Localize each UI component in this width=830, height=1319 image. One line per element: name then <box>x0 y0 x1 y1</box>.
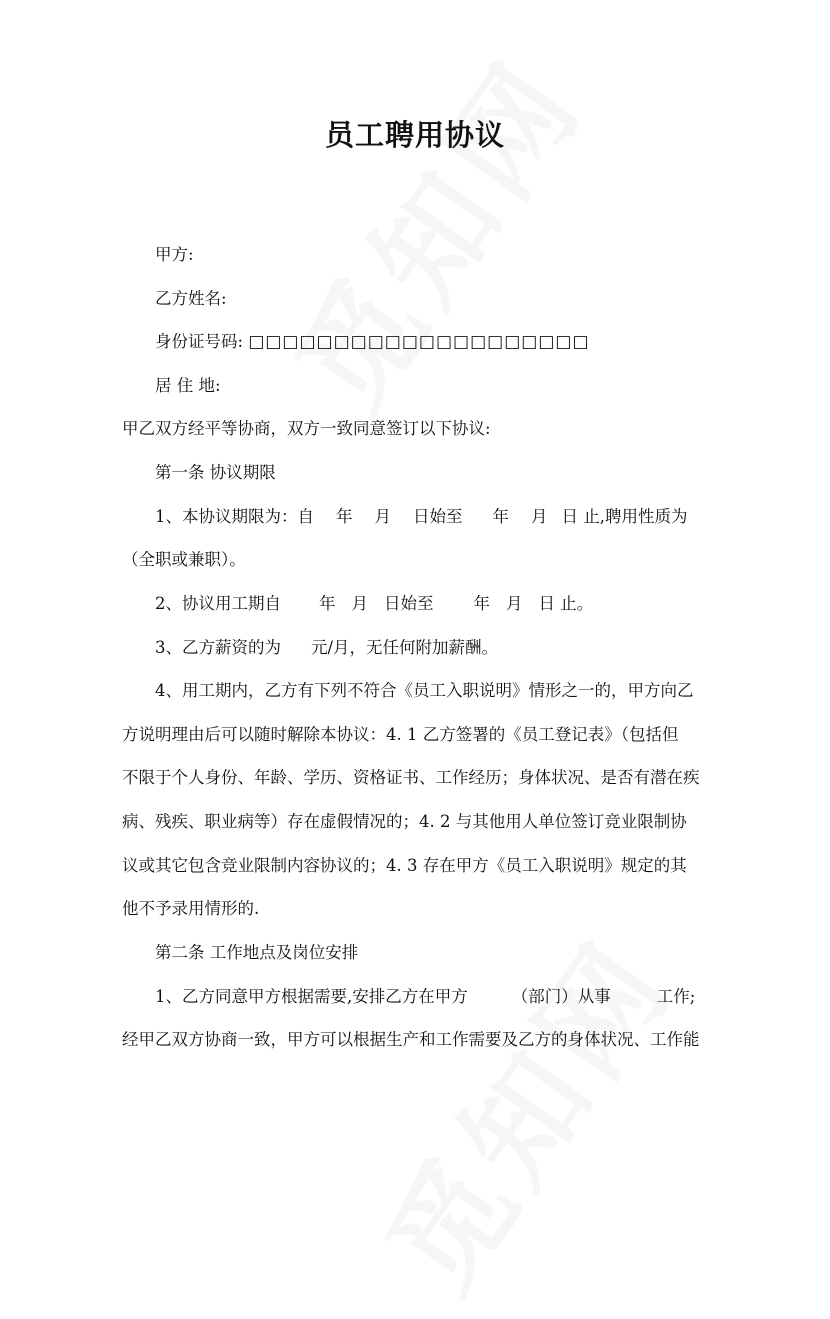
text-segment: 日始至 <box>413 507 463 526</box>
article-1-clause-1 <box>155 506 688 528</box>
article-1-clause-4-line-3: 不限于个人身份、年龄、学历、资格证书、工作经历；身体状况、是否有潜在疾 <box>122 768 700 787</box>
watermark <box>250 21 615 439</box>
text-segment: 日 止。 <box>538 594 594 613</box>
id-number-label: 身份证号码: <box>155 332 244 351</box>
article-1-clause-4-line-5: 议或其它包含竞业限制内容协议的；4. 3 存在甲方《员工入职说明》规定的其 <box>122 856 687 875</box>
text-segment: 日始至 <box>384 594 434 613</box>
article-1-clause-4-line-6: 他不予录用情形的. <box>122 899 260 918</box>
text-segment: 元/月，无任何附加薪酬。 <box>311 638 499 657</box>
article-1-clause-2 <box>155 593 593 615</box>
id-number-boxes: □□□□□□□□□□□□□□□□□□□□ <box>248 332 590 352</box>
article-1-clause-4-line-4: 病、残疾、职业病等）存在虚假情况的；4. 2 与其他用人单位签订竞业限制协 <box>122 812 687 831</box>
text-segment: 1、乙方同意甲方根据需要,安排乙方在甲方 <box>155 987 468 1006</box>
article-2-clause-1-line-2: 经甲乙双方协商一致，甲方可以根据生产和工作需要及乙方的身体状况、工作能 <box>122 1030 700 1049</box>
article-2-clause-1 <box>155 986 695 1008</box>
article-1-clause-3 <box>155 637 498 659</box>
article-1-clause-4-line-2: 方说明理由后可以随时解除本协议：4. 1 乙方签署的《员工登记表》（包括但 <box>122 725 679 744</box>
id-number-field <box>155 331 590 353</box>
document-title: 员工聘用协议 <box>324 118 505 152</box>
text-segment: （部门）从事 <box>511 987 611 1006</box>
address-field: 居 住 地: <box>155 376 221 395</box>
text-segment: 年 <box>473 594 490 613</box>
article-1-clause-1-cont: （全职或兼职）。 <box>122 550 246 569</box>
text-segment: 日 止,聘用性质为 <box>561 507 688 526</box>
text-segment: 2、协议用工期自 <box>155 594 281 613</box>
text-segment: 月 <box>374 507 391 526</box>
text-segment: 月 <box>506 594 523 613</box>
party-b-name-field: 乙方姓名: <box>155 289 227 308</box>
watermark-bottom <box>340 901 705 1319</box>
article-1-heading: 第一条 协议期限 <box>155 463 276 482</box>
article-2-heading: 第二条 工作地点及岗位安排 <box>155 943 359 962</box>
text-segment: 月 <box>351 594 368 613</box>
article-1-clause-4-line-1: 4、用工期内，乙方有下列不符合《员工入职说明》情形之一的，甲方向乙 <box>155 681 694 700</box>
party-a-field: 甲方: <box>155 245 194 264</box>
text-segment: 3、乙方薪资的为 <box>155 638 281 657</box>
text-segment: 月 <box>531 507 548 526</box>
text-segment: 年 <box>319 594 336 613</box>
text-segment: 工作; <box>656 987 696 1006</box>
text-segment: 年 <box>492 507 509 526</box>
text-segment: 年 <box>336 507 353 526</box>
intro-paragraph: 甲乙双方经平等协商，双方一致同意签订以下协议: <box>122 419 491 438</box>
text-segment: 1、本协议期限为：自 <box>155 507 314 526</box>
